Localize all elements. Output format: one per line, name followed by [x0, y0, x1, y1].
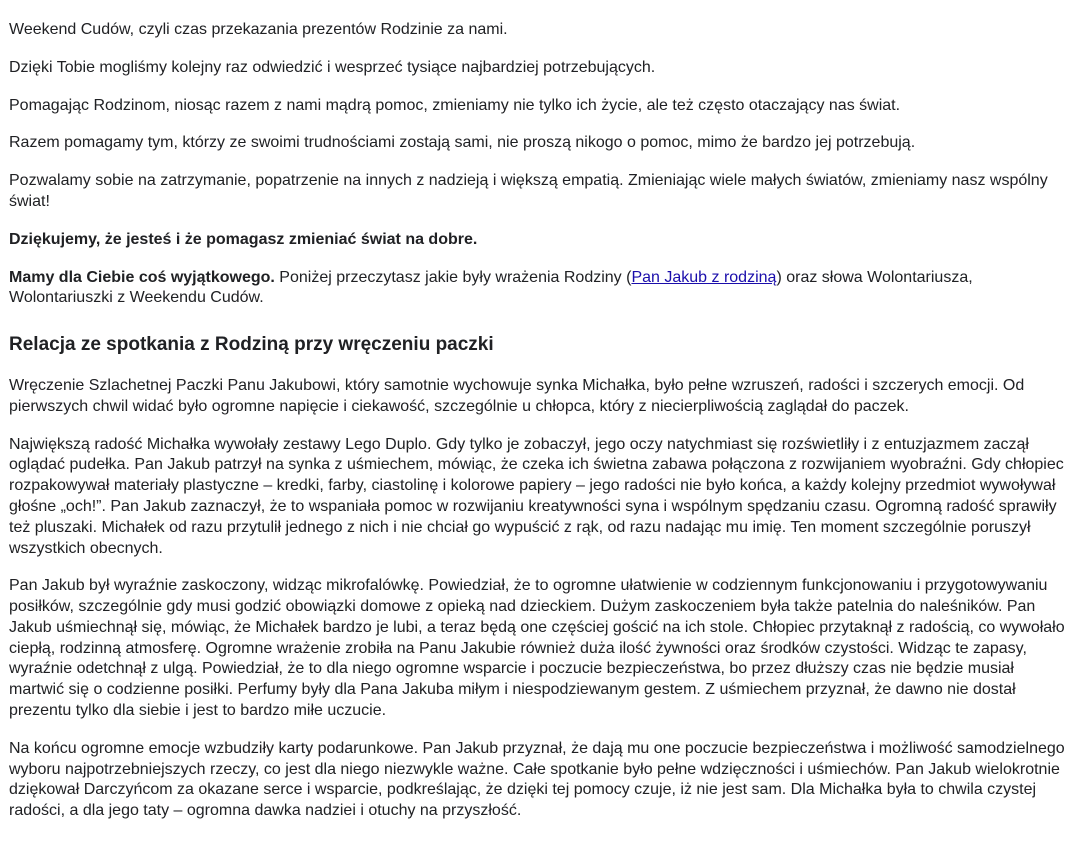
teaser-text-after-link: ) oraz słowa Wolontariusza, Wolontariuszki z Weekendu Cudów.: [9, 268, 973, 307]
report-paragraph-2: Największą radość Michałka wywołały zestawy Lego Duplo. Gdy tylko je zobaczył, jego oczy natychmiast się rozświetliły i z entuzjazmem zaczął oglądać pudełka. Pan Jakub patrzył na synka z uśmiechem, mówiąc, że czeka ich świetna zabawa połączona z rozwijaniem wyobraźni. Gdy chłopiec rozpakowywał materiały plastyczne – kredki, farby, ciastolinę i kolorowe papiery – jego radości nie było końca, a każdy kolejny przedmiot wywoływał głośne „och!”. Pan Jakub zaznaczył, że to wspaniała pomoc w rozwijaniu kreatywności syna i wspólnym spędzaniu czasu. Ogromną radość sprawiły też pluszaki. Michałek od razu przytulił jednego z nich i nie chciał go wypuścić z rąk, od razu nadając mu imię. Ten moment szczególnie poruszył wszystkich obecnych.: [9, 435, 1064, 557]
thanks-line: Dziękujemy, że jesteś i że pomagasz zmieniać świat na dobre.: [9, 230, 478, 248]
teaser-text-before-link: Poniżej przeczytasz jakie były wrażenia Rodziny (: [274, 268, 632, 286]
intro-paragraph-5: Pozwalamy sobie na zatrzymanie, popatrzenie na innych z nadzieją i większą empatią. Zmieniając wiele małych światów, zmieniamy nasz wspólny świat!: [9, 172, 1048, 210]
intro-paragraph-2: Dzięki Tobie mogliśmy kolejny raz odwiedzić i wesprzeć tysiące najbardziej potrzebujących.: [9, 58, 656, 76]
report-paragraph-1: Wręczenie Szlachetnej Paczki Panu Jakubowi, który samotnie wychowuje synka Michałka, było pełne wzruszeń, radości i szczerych emocji. Od pierwszych chwil widać było ogromne napięcie i ciekawość, szczególnie u chłopca, który z niecierpliwością zaglądał do paczek.: [9, 376, 1025, 415]
report-paragraph-4: Na końcu ogromne emocje wzbudziły karty podarunkowe. Pan Jakub przyznał, że dają mu one poczucie bezpieczeństwa i możliwość samodzielnego wyboru najpotrzebniejszych rzeczy, co jest dla niego niezwykle ważne. Całe spotkanie było pełne wdzięczności i uśmiechów. Pan Jakub wielokrotnie dziękował Darczyńcom za okazane serce i wsparcie, podkreślając, że dzięki tej pomocy czuje, iż nie jest sam. Dla Michałka była to chwila czystej radości, a dla jego taty – ogromna dawka nadziei i otuchy na przyszłość.: [9, 739, 1065, 820]
teaser-bold-lead: Mamy dla Ciebie coś wyjątkowego.: [9, 268, 275, 286]
report-paragraph-3: Pan Jakub był wyraźnie zaskoczony, widząc mikrofalówkę. Powiedział, że to ogromne ułatwienie w codziennym funkcjonowaniu i przygotowywaniu posiłków, szczególnie gdy musi godzić obowiązki domowe z opieką nad dzieckiem. Dużym zaskoczeniem była także patelnia do naleśników. Pan Jakub uśmiechnął się, mówiąc, że Michałek bardzo je lubi, a teraz będą one częściej gościć na ich stole. Chłopiec przytaknął z radością, co wywołało ciepłą, rodzinną atmosferę. Ogromne wrażenie zrobiła na Panu Jakubie również duża ilość żywności oraz środków czystości. Widząc te zapasy, wyraźnie odetchnął z ulgą. Powiedział, że to dla niego ogromne wsparcie i poczucie bezpieczeństwa, bo przez dłuższy czas nie będzie musiał martwić się o codzienne posiłki. Perfumy były dla Pana Jakuba miłym i niespodziewanym gestem. Z uśmiechem przyznał, że dawno nie dostał prezentu tylko dla siebie i jest to bardzo miłe uczucie.: [9, 577, 1065, 720]
family-link[interactable]: Pan Jakub z rodziną: [631, 268, 777, 286]
intro-paragraph-1: Weekend Cudów, czyli czas przekazania prezentów Rodzinie za nami.: [9, 21, 508, 38]
report-heading: Relacja ze spotkania z Rodziną przy wręczeniu paczki: [9, 334, 494, 356]
intro-paragraph-4: Razem pomagamy tym, którzy ze swoimi trudnościami zostają sami, nie proszą nikogo o pomoc, mimo że bardzo jej potrzebują.: [9, 134, 916, 152]
teaser-paragraph: [9, 268, 1071, 310]
intro-paragraph-3: Pomagając Rodzinom, niosąc razem z nami mądrą pomoc, zmieniamy nie tylko ich życie, ale też często otaczający nas świat.: [9, 96, 901, 114]
